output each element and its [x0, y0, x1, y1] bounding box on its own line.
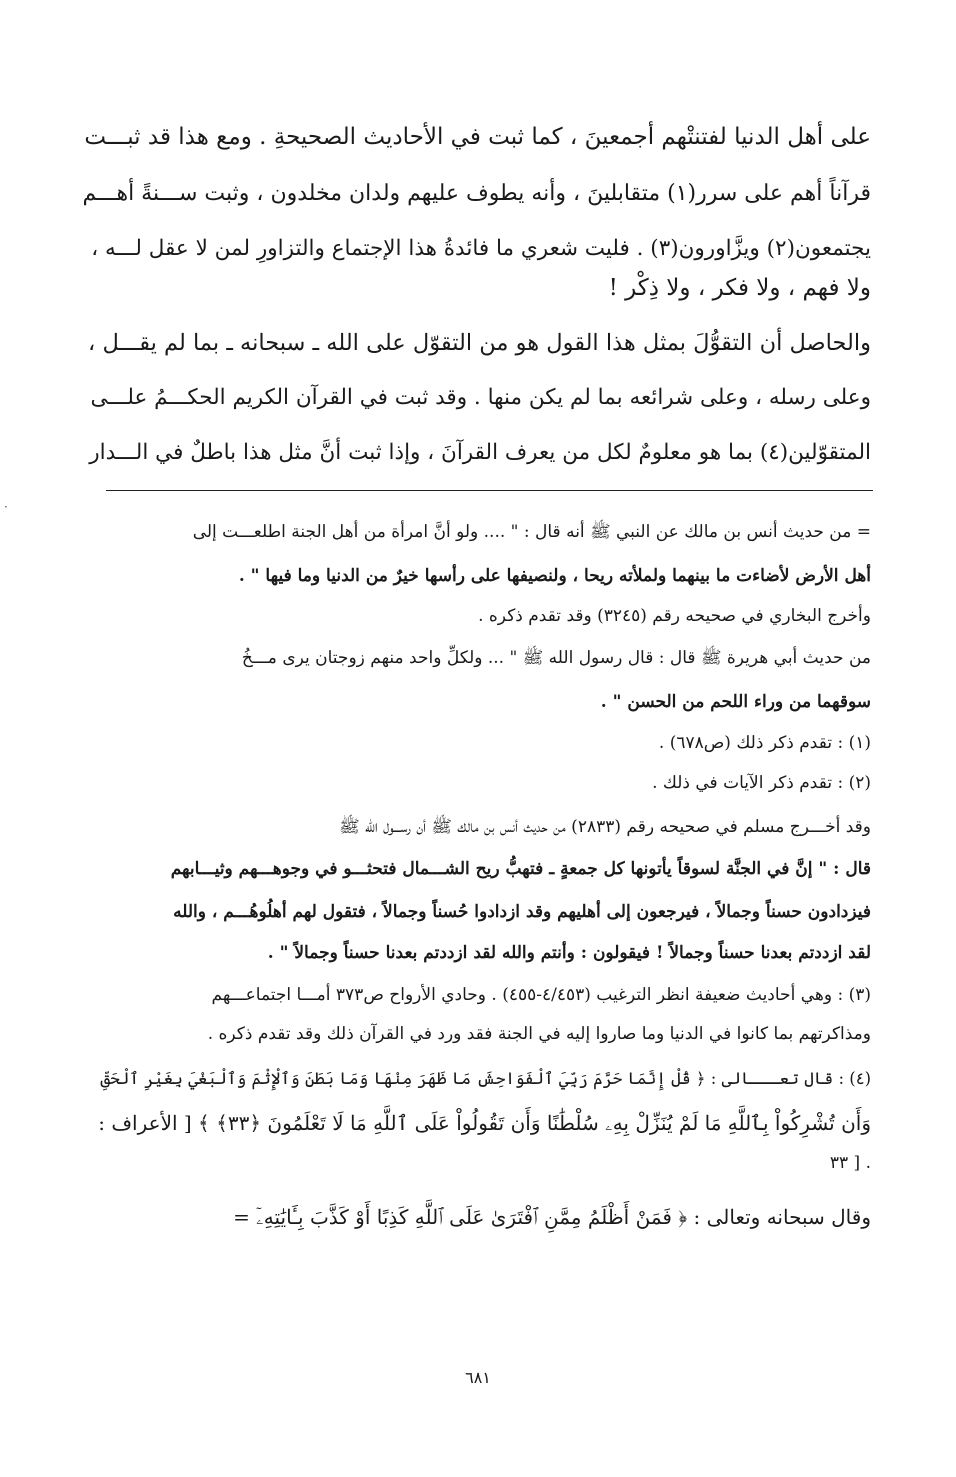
stray-mark: ·: [4, 500, 8, 514]
footnote-1: (١) : تقدم ذكر ذلك (ص٦٧٨) .: [658, 733, 871, 753]
main-text-line-4: ولا فهم ، ولا فكر ، ولا ذِكْر !: [608, 275, 871, 301]
footnote-line-2: أهل الأرض لأضاءت ما بينهما ولملأته ريحا ، ولنصيفها على رأسها خيرٌ من الدنيا وما فيها " .: [238, 566, 871, 586]
footnote-line-4: من حديث أبي هريرة ﷺ قال : قال رسول الله ﷺ " ... ولكلِّ واحد منهم زوجتان يرى مـــخُ: [241, 648, 871, 668]
footnote-line-16: . [ ٣٣: [829, 1153, 871, 1173]
footnote-line-15: وَأَن تُشْرِكُواْ بِٱللَّهِ مَا لَمْ يُنَزِّلْ بِهِۦ سُلْطَٰنًا وَأَن تَقُولُواْ عَلَى ٱللَّهِ مَا لَا تَعْلَمُونَ ﴿٣٣﴾ ﴾ [ الأعراف :: [98, 1111, 871, 1135]
footnote-line-10: فيزدادون حسناً وجمالاً ، فيرجعون إلى أهليهم وقد ازدادوا حُسناً وجمالاً ، فتقول لهم أهلُوهُـــم ، والله: [173, 902, 871, 922]
footnote-line-3: وأخرج البخاري في صحيحه رقم (٣٢٤٥) وقد تقدم ذكره .: [478, 606, 871, 626]
footnote-line-8: وقد أخـــرج مسلم في صحيحه رقم (٢٨٣٣) من حديث أنس بن مالك ﷺ أن رســـول الله ﷺ: [339, 817, 871, 837]
footnote-line-11: لقد ازددتم بعدنا حسناً وجمالاً ! فيقولون : وأنتم والله لقد ازددتم بعدنا حسناً وجمالاً " .: [267, 943, 871, 963]
main-text-line-3: يجتمعون(٢) ويزَّاورون(٣) . فليت شعري ما فائدةُ هذا الإجتماع والتزاورِ لمن لا عقل لـــه ،: [91, 236, 871, 261]
main-text-line-5: والحاصل أن التقوُّلَ بمثل هذا القول هو من التقوّل على الله ـ سبحانه ـ بما لم يقـــل ،: [88, 330, 871, 356]
main-text-line-7: المتقوّلين(٤) بما هو معلومٌ لكل من يعرف القرآنَ ، وإذا ثبت أنَّ مثل هذا باطلٌ في الـــدار: [89, 440, 871, 465]
footnote-4: (٤) : قال تعـــالى : ﴿ قُلْ إِنَّمَا حَرَّمَ رَبِّيَ ٱلْفَوَاحِشَ مَا ظَهَرَ مِنْهَا وَمَا بَطَنَ وَٱلْإِثْمَ وَٱلْبَغْيَ بِغَيْرِ ٱلْحَقِّ: [100, 1069, 871, 1088]
footnote-line-1: = من حديث أنس بن مالك عن النبي ﷺ أنه قال : " .... ولو أنَّ امرأة من أهل الجنة اطلعـــت إلى: [192, 522, 871, 542]
footnote-line-5: سوقهما من وراء اللحم من الحسن " .: [600, 692, 871, 712]
footnote-line-9: قال : " إنَّ في الجنَّة لسوقاً يأتونها كل جمعةٍ ـ فتهبُّ ريح الشـــمال فتحثـــو في وجوهـــهم وثيـــابهم: [170, 859, 871, 879]
footnote-line-13: ومذاكرتهم بما كانوا في الدنيا وما صاروا إليه في الجنة فقد ورد في القرآن ذلك وقد تقدم ذكره .: [207, 1024, 871, 1044]
footnote-3: (٣) : وهي أحاديث ضعيفة انظر الترغيب (٤/٤٥٣-٤٥٥) . وحادي الأرواح ص٣٧٣ أمـــا اجتماعـــهم: [211, 985, 871, 1005]
footnote-line-17: وقال سبحانه وتعالى : ﴿ فَمَنْ أَظْلَمُ مِمَّنِ ٱفْتَرَىٰ عَلَى ٱللَّهِ كَذِبًا أَوْ كَذَّبَ بِـَٔايَٰتِهِۦٓ =: [233, 1205, 871, 1229]
main-text-line-6: وعلى رسله ، وعلى شرائعه بما لم يكن منها . وقد ثبت في القرآن الكريم الحكـــمُ علـــى: [90, 385, 871, 410]
footnote-2: (٢) : تقدم ذكر الآيات في ذلك .: [652, 773, 871, 793]
page-number: ٦٨١: [465, 1368, 491, 1387]
main-text-line-1: على أهل الدنيا لفتنتْهم أجمعينَ ، كما ثبت في الأحاديث الصحيحةِ . ومع هذا قد ثبـــت: [84, 124, 871, 150]
main-text-line-2: قرآناً أهم على سرر(١) متقابلينَ ، وأنه يطوف عليهم ولدان مخلدون ، وثبت ســـنةً أهـــم: [82, 181, 871, 206]
footnote-separator: [106, 490, 873, 491]
